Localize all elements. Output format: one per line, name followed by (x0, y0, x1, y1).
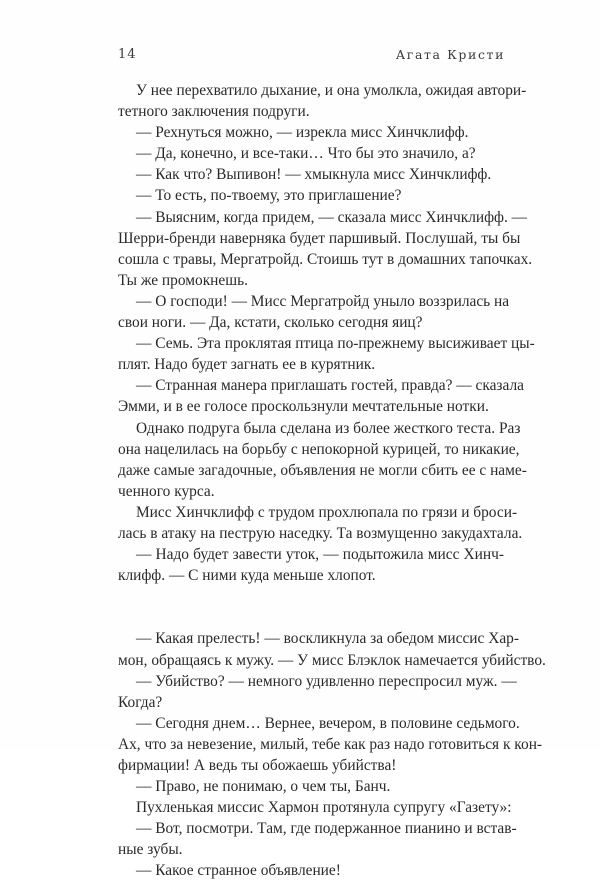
text-line: она нацелилась на борьбу с непокорной курицей, то никакие, (118, 440, 520, 458)
text-line: Ты же промокнешь. (118, 271, 248, 289)
page-number: 14 (118, 47, 137, 62)
text-line: — То есть, по-твоему, это приглашение? (136, 187, 402, 205)
section-break (118, 586, 504, 607)
text-line: сошла с травы, Мергатройд. Стоишь тут в домашних тапочках. (118, 250, 533, 268)
text-line: клифф. — С ними куда меньше хлопот. (118, 567, 376, 585)
text-line: ные зубы. (118, 841, 183, 859)
text-line: — Какая прелесть! — воскликнула за обедом миссис Хар- (136, 630, 519, 648)
text-line: — Рехнуться можно, — изрекла мисс Хинчклифф. (136, 124, 469, 142)
text-line: ченного курса. (118, 482, 215, 500)
text-line: Однако подруга была сделана из более жесткого теста. Раз (136, 419, 521, 437)
text-line: фирмации! А ведь ты обожаешь убийства! (118, 757, 397, 774)
text-line: мон, обращаясь к мужу. — У мисс Блэклок намечается убийство. (118, 651, 546, 669)
text-line: лась в атаку на пеструю наседку. Та возмущенно закудахтала. (118, 524, 523, 542)
text-line: Шерри-бренди наверняка будет паршивый. Послушай, ты бы (118, 229, 521, 247)
text-line: — Какое странное объявление! (136, 862, 341, 880)
text-line: — Выясним, когда придем, — сказала мисс Хинчклифф. — (136, 208, 528, 226)
page-header (116, 47, 505, 67)
text-line: — Надо будет завести уток, — подытожила мисс Хинч- (136, 546, 504, 564)
text-line: — Странная манера приглашать гостей, правда? — сказала (136, 377, 524, 395)
text-line: даже самые загадочные, объявления не могли сбить ее с наме- (118, 461, 527, 479)
section-break (118, 607, 504, 628)
text-line: — Да, конечно, и все-таки… Что бы это значило, а? (136, 145, 476, 163)
text-line: — О господи! — Мисс Мергатройд уныло воззрилась на (136, 292, 510, 310)
text-line: Эмми, и в ее голосе проскользнули мечтательные нотки. (118, 398, 489, 416)
text-line: — Убийство? — немного удивленно переспросил муж. — (136, 672, 517, 690)
text-line: — Сегодня днем… Вернее, вечером, в половине седьмого. (136, 714, 520, 732)
text-line: Когда? (118, 693, 163, 711)
text-line: плят. Надо будет загнать ее в курятник. (118, 356, 376, 374)
text-line: Мисс Хинчклифф с трудом прохлюпала по грязи и броси- (136, 503, 518, 521)
text-line: — Как что? Выпивон! — хмыкнула мисс Хинчклифф. (136, 166, 492, 184)
body-text (118, 80, 546, 882)
text-line: Ах, что за невезение, милый, тебе как раз надо готовиться к кон- (118, 735, 543, 753)
text-line: Пухленькая миссис Хармон протянула супругу «Газету»: (136, 799, 512, 817)
text-line: тетного заключения подруги. (118, 103, 310, 121)
running-head-author: Агата Кристи (395, 47, 505, 62)
text-line: — Право, не понимаю, о чем ты, Банч. (136, 778, 391, 796)
text-line: У нее перехватило дыхание, и она умолкла, ожидая автори- (136, 82, 527, 99)
text-line: — Вот, посмотри. Там, где подержанное пианино и встав- (136, 820, 517, 838)
text-line: свои ноги. — Да, кстати, сколько сегодня яиц? (118, 314, 423, 332)
text-line: — Семь. Эта проклятая птица по-прежнему высиживает цы- (136, 335, 535, 353)
